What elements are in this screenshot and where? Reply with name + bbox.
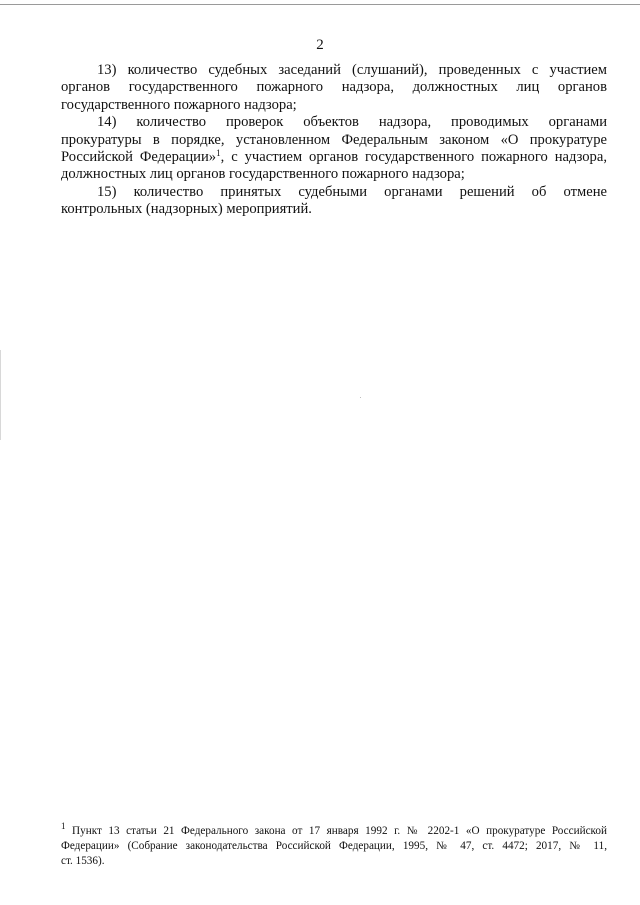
item-13-line-1: 13) количество судебных заседаний (слушаний), проведенных с участием: [97, 62, 607, 78]
item-13-line-3: государственного пожарного надзора;: [61, 96, 297, 113]
scan-left-edge: [0, 350, 1, 440]
footnote-line-1: [61, 821, 607, 839]
item-14-line-3-end: , с участием органов государственного пожарного надзора,: [220, 149, 607, 166]
footnote: [61, 821, 607, 869]
list-item-13: [61, 62, 607, 114]
scan-speck: [360, 397, 361, 398]
page-number: 2: [316, 37, 324, 53]
footnote-line-3: ст. 1536).: [61, 855, 105, 867]
item-14-line-1: 14) количество проверок объектов надзора, проводимых органами: [97, 114, 607, 131]
footnote-line-2: Федерации» (Собрание законодательства Российской Федерации, 1995, № 47, ст. 4472; 2017, № 11,: [61, 840, 607, 852]
item-15-line-2: контрольных (надзорных) мероприятий.: [61, 201, 312, 218]
document-body: [61, 62, 607, 219]
item-13-line-2: органов государственного пожарного надзора, должностных лиц органов: [61, 79, 607, 96]
item-14-line-2: прокуратуры в порядке, установленном Федеральным законом «О прокуратуре: [61, 131, 607, 148]
footnote-marker: 1: [61, 821, 66, 831]
list-item-15: [61, 184, 607, 219]
item-14-line-3-start: Российской Федерации»: [61, 149, 217, 166]
footnote-reference[interactable]: 1: [216, 148, 221, 159]
item-15-line-1: 15) количество принятых судебными органами решений об отмене: [97, 183, 607, 200]
footnote-line-1-text: Пункт 13 статьи 21 Федерального закона от 17 января 1992 г. № 2202-1 «О прокуратуре Российской: [72, 825, 607, 837]
list-item-14: [61, 114, 607, 184]
scan-top-border: [0, 4, 640, 5]
item-14-line-4: должностных лиц органов государственного пожарного надзора;: [61, 166, 465, 183]
item-14-line-3: [61, 149, 607, 166]
